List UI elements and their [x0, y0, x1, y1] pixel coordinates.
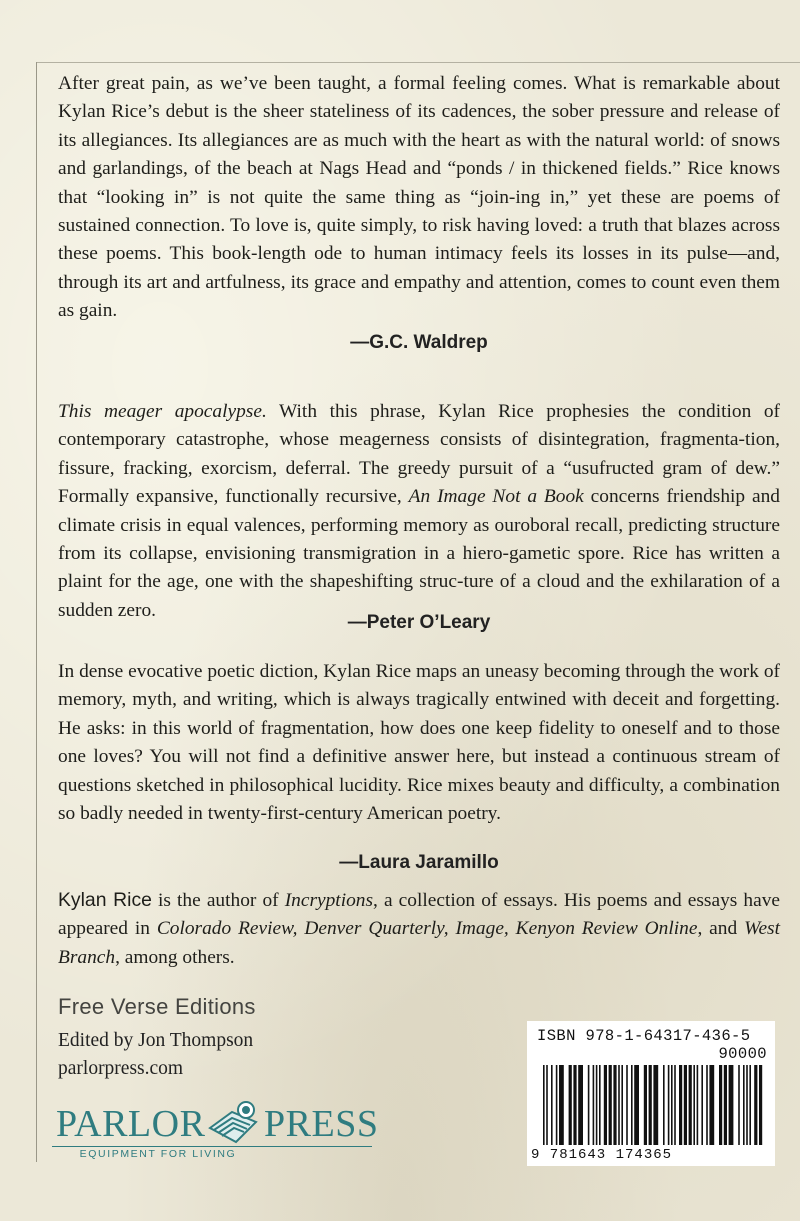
- blurb-waldrep: After great pain, as we’ve been taught, a formal feeling comes. What is remarkable about Kylan Rice’s debut is the sheer stateliness of its cadences, the sober pressure and release of its allegiances. Its allegiances are as much with the heart as with the natural world: of snows and garlandings, of the beach at Nags Head and “ponds / in thickened fields.” Rice knows that “looking in” is not quite the same thing as “join-ing in,” yet these are poems of sustained connection. To love is, quite simply, to risk having loved: a truth that blazes across these poems. This book-length ode to human intimacy feels its losses in its pulse—and, through its art and artfulness, its grace and empathy and attention, comes to count even them as gain.: [58, 73, 780, 322]
- barcode-bar: [644, 1065, 647, 1145]
- blurb-oleary-lead: This meager apocalypse.: [58, 401, 267, 422]
- barcode-bar: [729, 1065, 734, 1145]
- publisher-website: parlorpress.com: [58, 1058, 184, 1079]
- series-title: Free Verse Editions: [58, 994, 256, 1019]
- barcode-bar: [701, 1065, 703, 1145]
- barcode-bar: [596, 1065, 598, 1145]
- barcode-bar: [684, 1065, 687, 1145]
- bio-text-1: is the author of: [151, 890, 285, 911]
- barcode-bar: [609, 1065, 612, 1145]
- left-frame-rule: [36, 62, 37, 1162]
- barcode-bar: [724, 1065, 727, 1145]
- barcode-bar: [559, 1065, 564, 1145]
- barcode-bar: [556, 1065, 558, 1145]
- barcode-bar: [754, 1065, 757, 1145]
- blurb-oleary-text-a: With this phrase, Kylan Rice prophesies the condition of contemporary catastrophe, whose meagerness consists of disintegration, fragmenta-tion, fissure, fracking, exorcism, deferral. The greedy pursuit of a “usufructed gram of dew.” Formally expansive, functionally recursive,: [58, 401, 781, 508]
- barcode-bar: [573, 1065, 576, 1145]
- barcode-bar: [613, 1065, 616, 1145]
- isbn-barcode: [527, 1021, 775, 1166]
- barcode-bar: [543, 1065, 545, 1145]
- bio-journal-last: West Branch: [58, 918, 780, 968]
- top-frame-rule: [36, 62, 800, 63]
- logo-word-left: PARLOR: [56, 1103, 206, 1145]
- series-editor: Edited by Jon Thompson: [58, 1030, 254, 1051]
- barcode-bar: [546, 1065, 548, 1145]
- barcode-bar: [588, 1065, 590, 1145]
- barcode-bar: [604, 1065, 607, 1145]
- barcode-bar: [671, 1065, 673, 1145]
- barcode-bar: [626, 1065, 628, 1145]
- barcode-bar: [709, 1065, 714, 1145]
- barcode-bar: [693, 1065, 695, 1145]
- barcode-bar: [746, 1065, 748, 1145]
- barcode-bar: [618, 1065, 620, 1145]
- bio-book-title: Incryptions: [284, 890, 374, 911]
- barcode-bar: [674, 1065, 676, 1145]
- publisher-logo: [52, 1098, 382, 1168]
- attribution-jaramillo: —Laura Jaramillo: [339, 852, 499, 873]
- bio-text-2: , a collection of essays. His poems and essays have appeared in: [58, 890, 781, 940]
- barcode-bar: [749, 1065, 751, 1145]
- attribution-waldrep: —G.C. Waldrep: [350, 332, 488, 353]
- barcode-bar: [593, 1065, 595, 1145]
- bio-journals: Colorado Review, Denver Quarterly, Image, Kenyon Review Online: [156, 918, 698, 940]
- barcode-bar: [663, 1065, 665, 1145]
- attribution-oleary: —Peter O’Leary: [347, 612, 491, 633]
- barcode-bar: [697, 1065, 699, 1145]
- barcode-bar: [631, 1065, 633, 1145]
- bio-text-4: , among others.: [115, 946, 235, 968]
- barcode-bar: [649, 1065, 652, 1145]
- blurb-oleary: [58, 398, 780, 625]
- barcode-bar: [738, 1065, 740, 1145]
- author-bio: [58, 886, 780, 972]
- barcode-bar: [569, 1065, 572, 1145]
- barcode-bar: [668, 1065, 670, 1145]
- barcode-bar: [653, 1065, 658, 1145]
- logo-rule: [52, 1146, 372, 1147]
- logo-tagline: EQUIPMENT FOR LIVING: [79, 1148, 237, 1160]
- barcode-bar: [551, 1065, 553, 1145]
- barcode-bar: [719, 1065, 722, 1145]
- barcode-bars: [533, 1065, 769, 1147]
- barcode-bar: [689, 1065, 692, 1145]
- blurb-oleary-text-b: concerns friendship and climate crisis in equal valences, performing memory as ouroboral recall, predicting structure from its collapse, envisioning transmigration in a hiero-gametic spore. Rice has written a plaint for the age, one with the shapeshifting struc-ture of a cloud and the exhilaration of a sudden zero.: [58, 486, 780, 621]
- barcode-bar: [621, 1065, 623, 1145]
- price-code: 90000: [718, 1045, 767, 1063]
- barcode-bar: [743, 1065, 745, 1145]
- barcode-bar: [634, 1065, 639, 1145]
- blurb-jaramillo: In dense evocative poetic diction, Kylan Rice maps an uneasy becoming through the work of memory, myth, and writing, which is always tragically entwined with deceit and forgetting. He asks: in this world of fragmentation, how does one keep fidelity to oneself and to those one loves? You will not find a definitive answer here, but instead a continuous stream of questions sketched in philosophical lucidity. Rice mixes beauty and difficulty, a combination so badly needed in twenty-first-century American poetry.: [58, 661, 780, 825]
- book-title: An Image Not a Book: [408, 486, 584, 508]
- logo-word-right: PRESS: [264, 1103, 379, 1145]
- barcode-bar: [759, 1065, 762, 1145]
- barcode-bar: [599, 1065, 601, 1145]
- bio-text-3: , and: [697, 918, 745, 940]
- author-name: Kylan Rice: [58, 889, 152, 911]
- barcode-bar: [578, 1065, 583, 1145]
- barcode-digits: 9 781643 174365: [531, 1147, 673, 1163]
- barcode-bar: [706, 1065, 708, 1145]
- isbn-number: ISBN 978-1-64317-436-5: [537, 1027, 751, 1045]
- barcode-bar: [679, 1065, 682, 1145]
